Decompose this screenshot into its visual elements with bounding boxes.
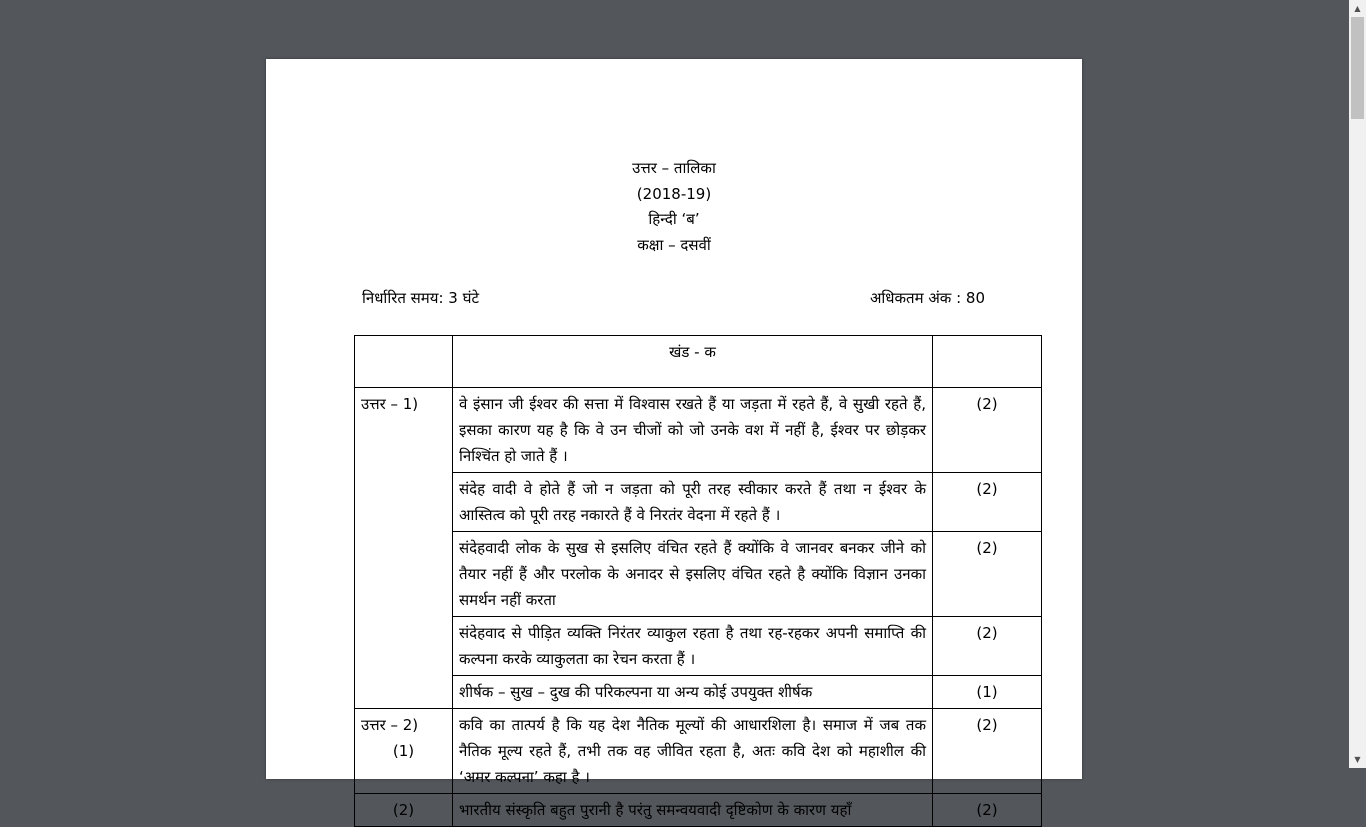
table-row [355, 676, 1042, 709]
document-page [266, 59, 1082, 819]
answer-table [354, 335, 1042, 827]
question-number: उत्तर – 2) [361, 716, 419, 734]
marks: (2) [933, 473, 1042, 532]
sub-question-number: (1) [392, 742, 415, 760]
max-marks: अधिकतम अंक : 80 [869, 289, 985, 307]
table-row [355, 473, 1042, 532]
table-row [355, 709, 1042, 794]
question-number-cell [355, 709, 453, 794]
table-row [355, 532, 1042, 617]
document-year: (2018-19) [636, 185, 712, 203]
scroll-down-arrow-icon[interactable]: ▼ [1354, 755, 1361, 764]
document-class: कक्षा – दसवीं [637, 236, 711, 254]
answer-text: संदेहवाद से पीड़ित व्यक्ति निरंतर व्याकुल रहता है तथा रह-रहकर अपनी समाप्ति की कल्पना करके व्याकुलता का रेचन करता हैं । [453, 617, 933, 676]
vertical-scrollbar[interactable] [1349, 0, 1366, 768]
document-subject: हिन्दी ‘ब’ [648, 210, 700, 228]
question-number: उत्तर – 1) [361, 395, 419, 413]
answer-text: कवि का तात्पर्य है कि यह देश नैतिक मूल्यों की आधारशिला है। समाज में जब तक नैतिक मूल्य रहते हैं, तभी तक वह जीवित रहता है, अतः कवि देश को महाशील की ‘अमर कल्पना’ कहा है । [453, 709, 933, 794]
question-number-cell [355, 794, 453, 827]
question-number-cell [355, 388, 453, 709]
answer-text: संदेह वादी वे होते हैं जो न जड़ता को पूरी तरह स्वीकार करते हैं तथा न ईश्वर के आस्तित्व को पूरी तरह नकारते हैं वे निरतंर वेदना में रहते हैं । [453, 473, 933, 532]
answer-text: वे इंसान जी ईश्वर की सत्ता में विश्वास रखते हैं या जड़ता में रहते हैं, वे सुखी रहते हैं, इसका कारण यह है कि वे उन चीजों को जो उनके वश में नहीं है, ईश्वर पर छोड़कर निश्चिंत हो जाते हैं । [453, 388, 933, 473]
marks: (2) [933, 388, 1042, 473]
time-allowed: निर्धारित समय: 3 घंटे [362, 289, 480, 307]
answer-text: शीर्षक – सुख – दुख की परिकल्पना या अन्य कोई उपयुक्त शीर्षक [453, 676, 933, 709]
table-row [355, 388, 1042, 473]
marks: (2) [933, 532, 1042, 617]
section-title: खंड - क [453, 336, 933, 388]
sub-question-number: (2) [392, 801, 415, 819]
table-cell [355, 336, 453, 388]
table-row [355, 794, 1042, 827]
scroll-up-arrow-icon[interactable]: ▲ [1354, 4, 1361, 13]
marks: (2) [933, 617, 1042, 676]
marks: (1) [933, 676, 1042, 709]
table-cell [933, 336, 1042, 388]
answer-text: भारतीय संस्कृति बहुत पुरानी है परंतु समन्वयवादी दृष्टिकोण के कारण यहाँ [453, 794, 933, 827]
marks: (2) [933, 794, 1042, 827]
scrollbar-thumb[interactable] [1351, 17, 1364, 119]
table-row [355, 617, 1042, 676]
document-title: उत्तर – तालिका [632, 159, 716, 177]
answer-text: संदेहवादी लोक के सुख से इसलिए वंचित रहते हैं क्योंकि वे जानवर बनकर जीने को तैयार नहीं हैं और परलोक के अनादर से इसलिए वंचित रहते है क्योंकि विज्ञान उनका समर्थन नहीं करता [453, 532, 933, 617]
marks: (2) [933, 709, 1042, 794]
table-header-row [355, 336, 1042, 388]
